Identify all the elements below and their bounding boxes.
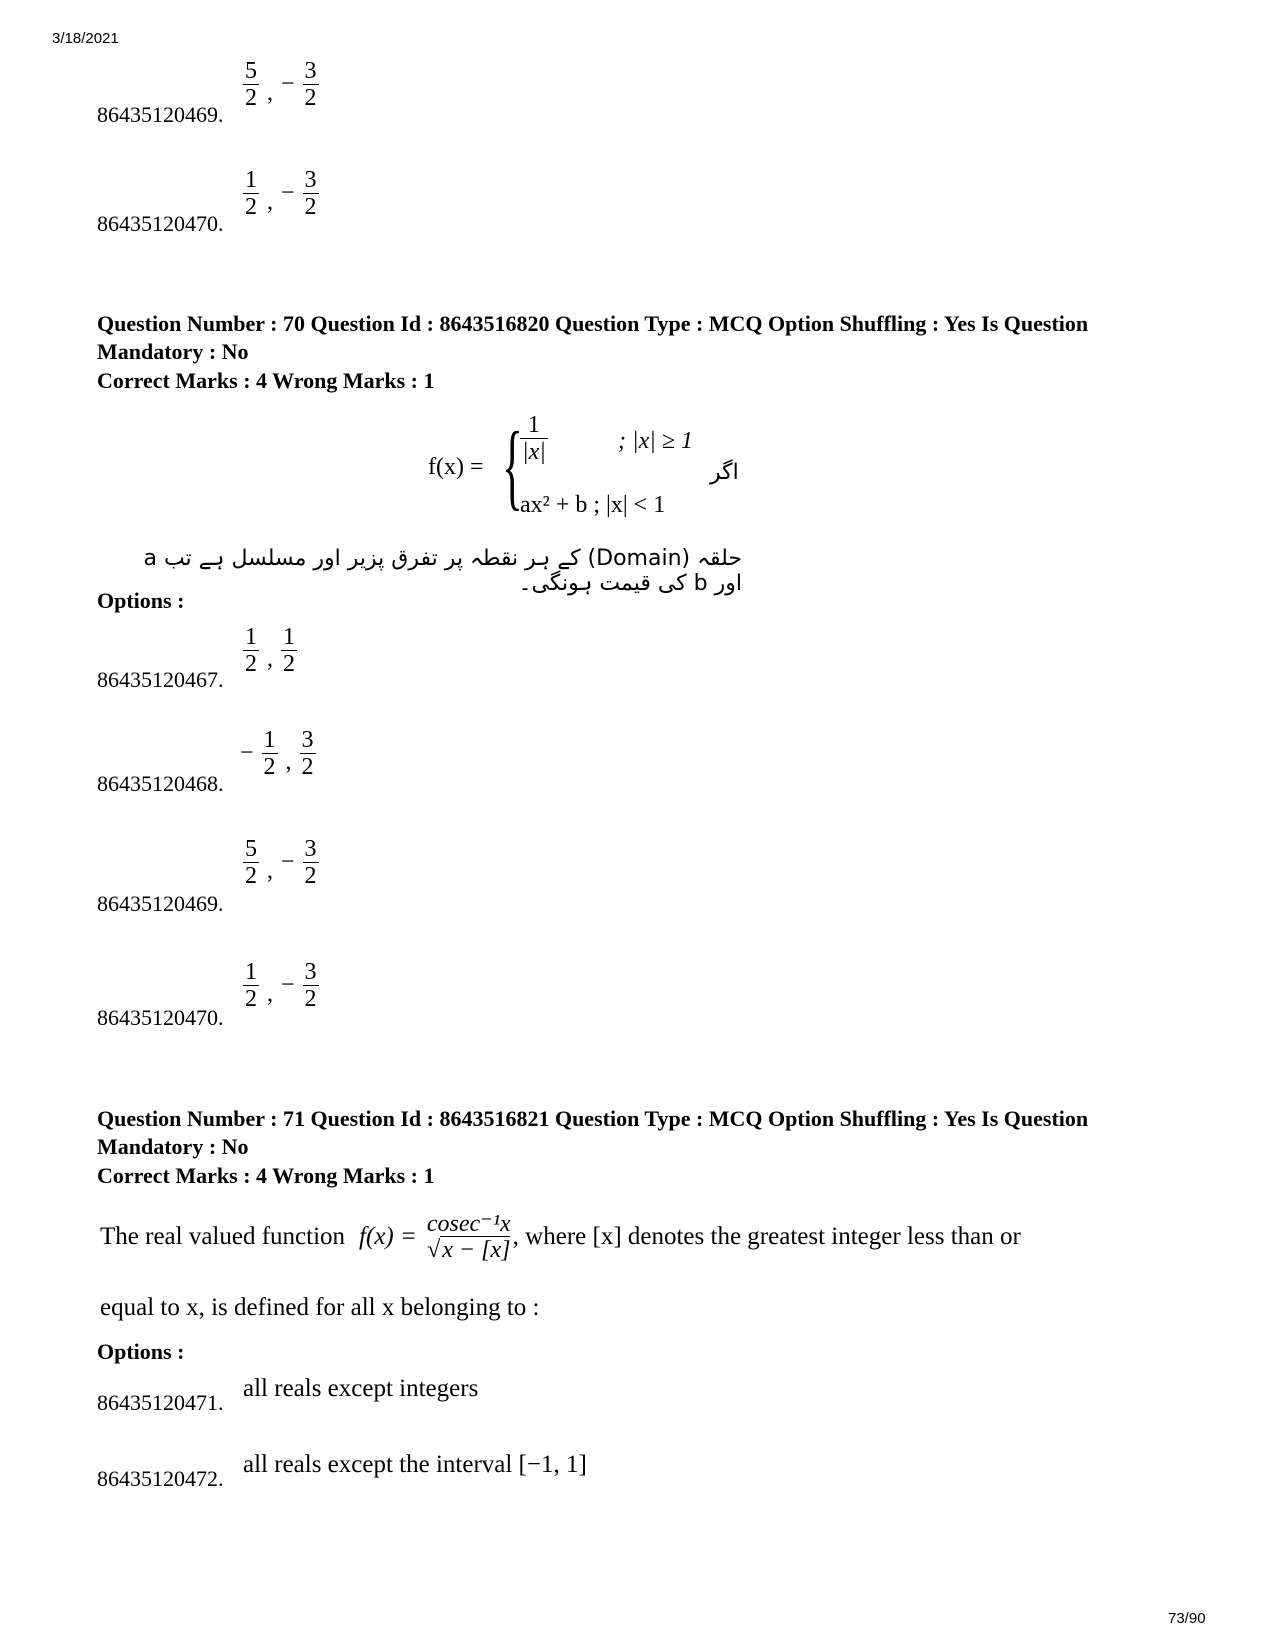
options-label: Options : [97,1339,185,1364]
piece-2: ax² + b ; |x| < 1 [520,492,666,518]
options-label: Options : [97,588,185,613]
option-value: $\frac{5}{2}$ , − $\frac{3}{2}$ [245,836,317,889]
fraction: $\frac{1}{|x|}$ [522,412,546,465]
option-value: $\frac{1}{2}$ , − $\frac{3}{2}$ [245,167,317,220]
question-header: Question Number : 70 Question Id : 8643516820 Question Type : MCQ Option Shuffling : Yes Is Question Mandatory : No [97,311,1089,364]
fraction: $\frac{3}{2}$ [304,836,317,889]
fraction: $\frac{1}{2}$ [283,624,295,677]
urdu-if: اگر [710,460,739,485]
option-id: 86435120470. [97,1005,224,1030]
fraction: $\frac{3}{2}$ [304,167,317,220]
urdu-question-text: حلقہ (Domain) کے ہر نقطہ پر تفرق پزیر اور مسلسل ہے تب a اور b کی قیمت ہونگی۔ [143,546,742,596]
option-id: 86435120467. [97,667,224,692]
option-id: 86435120472. [97,1466,224,1491]
brace-icon: { [502,412,523,519]
fraction: $\frac{1}{2}$ [245,959,257,1012]
option-id: 86435120470. [97,211,224,236]
fraction: $\frac{3}{2}$ [304,959,317,1012]
question-text-start: The real valued function [100,1223,346,1250]
page-number: 73/90 [1168,1610,1206,1627]
question-text [100,1204,1140,1270]
question-text-end: , where [x] denotes the greatest integer less than or [512,1223,1021,1250]
option-text: all reals except integers [243,1375,479,1402]
function-lhs: f(x) = [359,1223,417,1250]
option-value: $\frac{5}{2}$ , − $\frac{3}{2}$ [245,58,317,111]
fraction: $\frac{1}{2}$ [245,624,257,677]
fraction: $\frac{3}{2}$ [304,58,317,111]
fraction: cosec⁻¹x √x − [x] [426,1211,511,1263]
option-text: all reals except the interval [−1, 1] [243,1451,587,1478]
fraction: $\frac{1}{2}$ [245,167,257,220]
option-value: $\frac{1}{2}$ , − $\frac{3}{2}$ [245,959,317,1012]
question-marks: Correct Marks : 4 Wrong Marks : 1 [97,368,435,393]
formula-lhs: f(x) = [428,454,484,480]
option-id: 86435120471. [97,1390,224,1415]
option-id: 86435120468. [97,771,224,796]
option-value: $\frac{1}{2}$ , $\frac{1}{2}$ [245,624,295,677]
option-id: 86435120469. [97,891,224,916]
fraction: $\frac{3}{2}$ [301,727,314,780]
fraction: $\frac{5}{2}$ [245,58,257,111]
option-value: − $\frac{1}{2}$ , $\frac{3}{2}$ [240,727,314,780]
question-text-line2: equal to x, is defined for all x belonging to : [100,1294,540,1321]
piecewise-formula [428,412,768,524]
option-id: 86435120469. [97,102,224,127]
question-marks: Correct Marks : 4 Wrong Marks : 1 [97,1163,435,1188]
question-header: Question Number : 71 Question Id : 8643516821 Question Type : MCQ Option Shuffling : Yes Is Question Mandatory : No [97,1106,1089,1159]
fraction: $\frac{5}{2}$ [245,836,257,889]
condition-1: ; |x| ≥ 1 [618,428,694,454]
print-date: 3/18/2021 [52,30,119,47]
fraction: $\frac{1}{2}$ [263,727,276,780]
